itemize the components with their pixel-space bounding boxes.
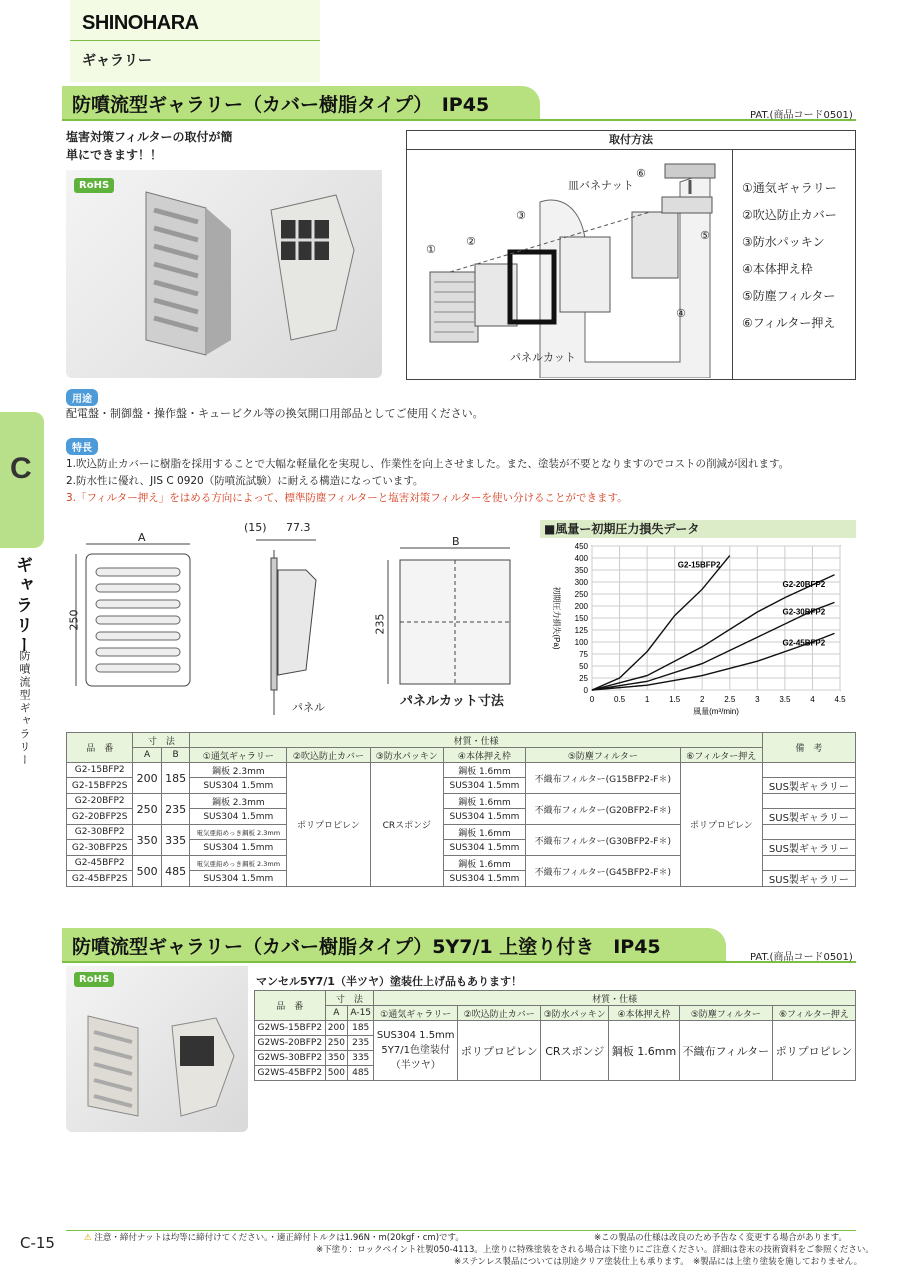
- gallery-line: （半ツヤ）: [390, 1060, 441, 1071]
- section2-rule: [62, 961, 856, 963]
- part-item: ④本体押え枠: [742, 262, 813, 276]
- packing-material: CRスポンジ: [541, 1021, 609, 1081]
- th-part: 品 番: [67, 733, 133, 763]
- side-subtitle: 防噴流型ギャラリー: [18, 650, 31, 767]
- th-dim: 寸 法: [133, 733, 190, 748]
- th-col: ③防水パッキン: [541, 1006, 609, 1021]
- th-col: ④本体押え枠: [443, 748, 525, 763]
- th-col: ⑤防塵フィルター: [525, 748, 680, 763]
- x-tick-label: 4: [810, 695, 815, 704]
- frame-material: 鋼板 1.6mm: [609, 1021, 680, 1081]
- gallery-line: SUS304 1.5mm: [376, 1030, 455, 1041]
- y-tick-label: 300: [574, 578, 588, 587]
- warning-icon: ⚠: [84, 1233, 92, 1243]
- footer-rule: [66, 1230, 856, 1231]
- part-number: G2-20BFP2: [67, 794, 133, 809]
- dim-a15-value: 185: [348, 1021, 374, 1036]
- use-badge: 用途: [66, 389, 98, 406]
- part-item: ⑥フィルター押え: [742, 316, 836, 330]
- category-title: ギャラリー: [82, 53, 152, 69]
- x-tick-label: 3: [755, 695, 760, 704]
- dim-a-value: 200: [133, 763, 161, 794]
- dim-a-value: 250: [325, 1036, 348, 1051]
- dim-b-value: 185: [161, 763, 189, 794]
- panel-cut-label: パネルカット: [510, 351, 576, 364]
- th-col: ①通気ギャラリー: [190, 748, 287, 763]
- part-number: G2-30BFP2S: [67, 840, 133, 856]
- dim-a: A: [138, 531, 146, 544]
- series-label: G2-45BFP2: [782, 638, 826, 648]
- note-empty: [762, 856, 855, 871]
- th-col: ①通気ギャラリー: [374, 1006, 458, 1021]
- x-tick-label: 1: [644, 695, 650, 704]
- cover-material: ポリプロピレン: [287, 763, 370, 887]
- page-number: C-15: [20, 1234, 55, 1252]
- label-n5: ⑤: [700, 229, 710, 242]
- frame-material: SUS304 1.5mm: [443, 840, 525, 856]
- warning-text: 注意・締付ナットは均等に締付けてください。・適正締付トルクは1.96N・m(20kgf・cm)です。: [94, 1233, 464, 1243]
- note-value: SUS製ギャラリー: [762, 871, 855, 887]
- section2-note: マンセル5Y7/1（半ツヤ）塗装仕上げ品もあります！: [256, 975, 522, 988]
- panel-cut-caption: パネルカット寸法: [400, 694, 504, 709]
- y-tick-label: 50: [579, 662, 588, 671]
- filter-material: 不織布フィルター(G45BFP2-F＊): [525, 856, 680, 887]
- label-n4: ④: [676, 307, 686, 320]
- feature-1: 1.吹込防止カバーに樹脂を採用することで大幅な軽量化を実現し、作業性を向上させました。また、塗装が不要となりますのでコストの削減が図れます。: [66, 458, 790, 470]
- part-number: G2-45BFP2S: [67, 871, 133, 887]
- footer-note-2: ※下塗り：ロックペイント社製050-4113。上塗りに特殊塗装をされる場合は下塗りにご注意ください。詳細は巻末の技術資料をご参照ください。: [316, 1245, 874, 1255]
- x-tick-label: 2.5: [724, 695, 736, 704]
- presser-material: ポリプロピレン: [680, 763, 762, 887]
- section2-pat: PAT.(商品コード0501): [750, 952, 853, 963]
- x-axis-label: 風量(m³/min): [693, 707, 739, 716]
- product-photo: [66, 170, 382, 378]
- th-col: ②吹込防止カバー: [458, 1006, 541, 1021]
- gallery-material: [374, 1021, 458, 1081]
- gallery-material: 鋼板 2.3mm: [190, 794, 287, 809]
- section-letter: C: [10, 452, 32, 485]
- dim-a-value: 200: [325, 1021, 348, 1036]
- x-tick-label: 0: [589, 695, 595, 704]
- dim-b-value: 235: [161, 794, 189, 825]
- gallery-material: 電気亜鉛めっき鋼板 2.3mm: [190, 825, 287, 840]
- gallery-material: SUS304 1.5mm: [190, 840, 287, 856]
- series-label: G2-30BFP2: [782, 607, 826, 617]
- part-item: ③防水パッキン: [742, 235, 825, 249]
- y-tick-label: 350: [574, 566, 588, 575]
- feature-3: 3.「フィルター押え」をはめる方向によって、標準防塵フィルターと塩害対策フィルターを使い分けることができます。: [66, 492, 628, 504]
- dim-a-value: 500: [133, 856, 161, 887]
- intro-text: 塩害対策フィルターの取付が簡単にできます！！: [66, 130, 233, 162]
- th-material: 材質・仕様: [190, 733, 763, 748]
- gallery-material: 電気亜鉛めっき鋼板 2.3mm: [190, 856, 287, 871]
- rohs-badge: RoHS: [74, 178, 114, 193]
- product-photo-2: [66, 966, 248, 1132]
- product-illustration: [66, 170, 382, 378]
- y-tick-label: 150: [574, 614, 588, 623]
- dim-a-value: 350: [133, 825, 161, 856]
- part-number: G2-30BFP2: [67, 825, 133, 840]
- pressure-loss-chart: [540, 538, 856, 720]
- y-tick-label: 25: [579, 674, 588, 683]
- y-axis-label: 初期圧力損失(Pa): [552, 586, 561, 650]
- y-tick-label: 450: [574, 542, 588, 551]
- th-col: ③防水パッキン: [370, 748, 443, 763]
- dim-a15-value: 335: [348, 1051, 374, 1066]
- y-tick-label: 400: [574, 554, 588, 563]
- header-divider: [70, 40, 320, 41]
- side-title: ギャラリー: [12, 556, 32, 656]
- note-empty: [762, 794, 855, 809]
- brand-logo: SHINOHARA: [82, 12, 199, 34]
- frame-material: 鋼板 1.6mm: [443, 856, 525, 871]
- note-empty: [762, 763, 855, 778]
- part-item: ⑤防塵フィルター: [742, 289, 836, 303]
- dim-b-value: 335: [161, 825, 189, 856]
- th-col: ⑥フィルター押え: [680, 748, 762, 763]
- part-item: ①通気ギャラリー: [742, 181, 837, 195]
- feature-2: 2.防水性に優れ、JIS C 0920（防噴流試験）に耐える構造になっています。: [66, 475, 424, 487]
- th-col: ⑤防塵フィルター: [679, 1006, 772, 1021]
- series-label: G2-15BFP2: [677, 560, 721, 570]
- y-tick-label: 100: [574, 638, 588, 647]
- use-text: 配電盤・制御盤・操作盤・キュービクル等の換気開口用部品としてご使用ください。: [66, 407, 484, 420]
- features-badge: 特長: [66, 438, 98, 455]
- part-number: G2-15BFP2S: [67, 778, 133, 794]
- section1-title: 防噴流型ギャラリー（カバー樹脂タイプ） IP45: [62, 86, 540, 120]
- part-number: G2-45BFP2: [67, 856, 133, 871]
- y-tick-label: 0: [583, 686, 588, 695]
- dim-b-value: 485: [161, 856, 189, 887]
- th-a: A: [325, 1006, 348, 1021]
- parts-list: [742, 175, 837, 337]
- dim-a15-value: 485: [348, 1066, 374, 1081]
- frame-material: SUS304 1.5mm: [443, 778, 525, 794]
- spec-table-2: [254, 990, 856, 1081]
- section2-title: 防噴流型ギャラリー（カバー樹脂タイプ）5Y7/1 上塗り付き IP45: [62, 928, 726, 962]
- x-tick-label: 0.5: [613, 695, 626, 704]
- th-col: ④本体押え枠: [609, 1006, 680, 1021]
- th-dim: 寸 法: [325, 991, 374, 1006]
- footer-warning: [84, 1233, 464, 1244]
- x-tick-label: 3.5: [779, 695, 791, 704]
- dim-a15-value: 235: [348, 1036, 374, 1051]
- dim-15: (15): [244, 521, 267, 534]
- presser-material: ポリプロピレン: [772, 1021, 855, 1081]
- footer-note-3: ※ステンレス製品については別途クリア塗装仕上も承ります。 ※製品には上塗り塗装を施しておりません。: [454, 1257, 863, 1267]
- section1-rule: [62, 119, 856, 121]
- dim-250: 250: [67, 609, 81, 631]
- chart-title: ■風量ー初期圧力損失データ: [540, 520, 856, 538]
- frame-material: 鋼板 1.6mm: [443, 825, 525, 840]
- th-col: ⑥フィルター押え: [772, 1006, 855, 1021]
- cover-material: ポリプロピレン: [458, 1021, 541, 1081]
- spec-table: [66, 732, 856, 887]
- gallery-material: SUS304 1.5mm: [190, 809, 287, 825]
- th-note: 備 考: [762, 733, 855, 763]
- label-n6: ⑥: [636, 167, 646, 180]
- note-empty: [762, 825, 855, 840]
- y-tick-label: 75: [579, 650, 588, 659]
- section1-pat: PAT.(商品コード0501): [750, 110, 853, 121]
- filter-material: 不織布フィルター(G30BFP2-F＊): [525, 825, 680, 856]
- th-part: 品 番: [255, 991, 326, 1021]
- th-a15: A-15: [348, 1006, 374, 1021]
- footer-note-1: ※この製品の仕様は改良のため予告なく変更する場合があります。: [594, 1233, 847, 1243]
- part-number: G2WS-45BFP2: [255, 1066, 326, 1081]
- y-tick-label: 250: [574, 590, 588, 599]
- note-value: SUS製ギャラリー: [762, 778, 855, 794]
- part-item: ②吹込防止カバー: [742, 208, 837, 222]
- note-value: SUS製ギャラリー: [762, 809, 855, 825]
- x-tick-label: 4.5: [834, 695, 846, 704]
- gallery-material: 鋼板 2.3mm: [190, 763, 287, 778]
- dim-a-value: 250: [133, 794, 161, 825]
- dim-b: B: [452, 535, 460, 548]
- product-illustration-2: [66, 966, 248, 1132]
- y-tick-label: 200: [574, 602, 588, 611]
- frame-material: SUS304 1.5mm: [443, 871, 525, 887]
- rohs-badge-2: RoHS: [74, 972, 114, 987]
- dim-a-value: 500: [325, 1066, 348, 1081]
- x-tick-label: 1.5: [669, 695, 681, 704]
- label-n1: ①: [426, 243, 436, 256]
- part-number: G2WS-30BFP2: [255, 1051, 326, 1066]
- th-b: B: [161, 748, 189, 763]
- dimension-drawings: [66, 530, 536, 720]
- part-number: G2-15BFP2: [67, 763, 133, 778]
- th-a: A: [133, 748, 161, 763]
- filter-material: 不織布フィルター(G15BFP2-F＊): [525, 763, 680, 794]
- filter-material: 不織布フィルター: [679, 1021, 772, 1081]
- install-title: 取付方法: [406, 130, 856, 150]
- filter-material: 不織布フィルター(G20BFP2-F＊): [525, 794, 680, 825]
- install-divider: [732, 150, 733, 380]
- dim-235: 235: [373, 613, 387, 635]
- packing-material: CRスポンジ: [370, 763, 443, 887]
- part-number: G2WS-20BFP2: [255, 1036, 326, 1051]
- label-n3: ③: [516, 209, 526, 222]
- y-tick-label: 125: [574, 626, 588, 635]
- label-n2: ②: [466, 235, 476, 248]
- dim-a-value: 350: [325, 1051, 348, 1066]
- gallery-line: 5Y7/1色塗装付: [381, 1045, 450, 1056]
- plate-nut-label: 皿バネナット: [568, 179, 634, 192]
- th-material: 材質・仕様: [374, 991, 856, 1006]
- gallery-material: SUS304 1.5mm: [190, 778, 287, 794]
- frame-material: 鋼板 1.6mm: [443, 763, 525, 778]
- part-number: G2WS-15BFP2: [255, 1021, 326, 1036]
- frame-material: SUS304 1.5mm: [443, 809, 525, 825]
- th-col: ②吹込防止カバー: [287, 748, 370, 763]
- series-label: G2-20BFP2: [782, 579, 826, 589]
- dim-77: 77.3: [286, 521, 311, 534]
- x-tick-label: 2: [699, 695, 705, 704]
- panel-label: パネル: [292, 701, 325, 714]
- part-number: G2-20BFP2S: [67, 809, 133, 825]
- note-value: SUS製ギャラリー: [762, 840, 855, 856]
- frame-material: 鋼板 1.6mm: [443, 794, 525, 809]
- gallery-material: SUS304 1.5mm: [190, 871, 287, 887]
